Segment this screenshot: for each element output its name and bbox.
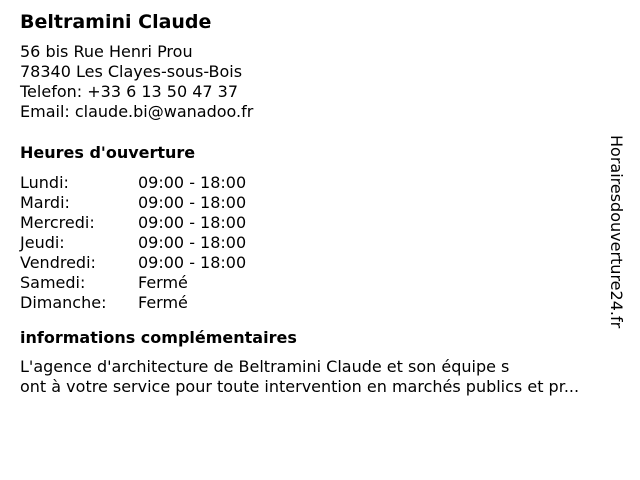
hours-row <box>20 273 620 293</box>
hours-day: Mercredi: <box>20 213 95 232</box>
hours-row <box>20 253 620 273</box>
hours-row <box>20 293 620 313</box>
hours-day: Jeudi: <box>20 233 65 252</box>
hours-day: Vendredi: <box>20 253 96 272</box>
hours-day: Mardi: <box>20 193 70 212</box>
business-name: Beltramini Claude <box>20 11 212 33</box>
additional-info-heading: informations complémentaires <box>20 328 297 347</box>
additional-info-line-1: L'agence d'architecture de Beltramini Claude et son équipe s <box>20 357 510 376</box>
hours-row <box>20 173 620 193</box>
hours-day: Samedi: <box>20 273 86 292</box>
opening-hours-list <box>20 173 620 313</box>
hours-time: 09:00 - 18:00 <box>138 233 247 252</box>
hours-row <box>20 213 620 233</box>
hours-time: Fermé <box>138 273 188 292</box>
hours-time: Fermé <box>138 293 188 312</box>
hours-time: 09:00 - 18:00 <box>138 193 247 212</box>
hours-row <box>20 233 620 253</box>
email-address: Email: claude.bi@wanadoo.fr <box>20 102 254 121</box>
additional-info-text <box>20 357 630 397</box>
opening-hours-heading: Heures d'ouverture <box>20 143 196 162</box>
hours-day: Lundi: <box>20 173 69 192</box>
phone-number: Telefon: +33 6 13 50 47 37 <box>20 82 239 101</box>
address-line-1: 56 bis Rue Henri Prou <box>20 42 193 61</box>
hours-day: Dimanche: <box>20 293 107 312</box>
hours-row <box>20 193 620 213</box>
hours-time: 09:00 - 18:00 <box>138 173 247 192</box>
site-watermark: Horairesdouverture24.fr <box>607 135 626 329</box>
business-card <box>20 10 620 397</box>
hours-time: 09:00 - 18:00 <box>138 213 247 232</box>
additional-info-line-2: ont à votre service pour toute intervention en marchés publics et pr... <box>20 377 580 396</box>
hours-time: 09:00 - 18:00 <box>138 253 247 272</box>
address-line-2: 78340 Les Clayes-sous-Bois <box>20 62 243 81</box>
